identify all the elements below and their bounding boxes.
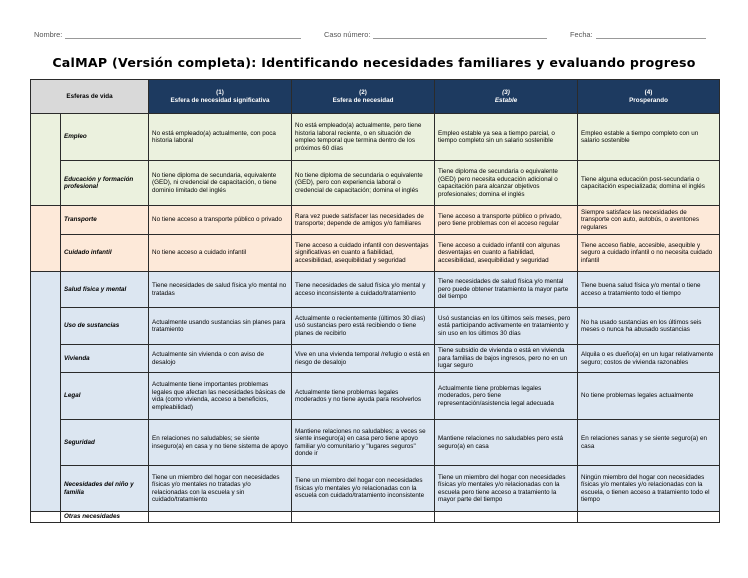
cell-level-3[interactable]: Tiene un miembro del hogar con necesidades físicas y/o mentales y/o relacionadas con la escuela pero tiene acceso a tratamiento la mayor parte del tiempo xyxy=(435,466,578,512)
column-label: Esfera de necesidad xyxy=(332,96,394,104)
table-row xyxy=(31,512,720,523)
cell-level-2[interactable]: Mantiene relaciones no saludables; a veces se siente inseguro(a) en casa pero tiene apoyo familiar y/o comunitario y "lugares seguros" donde ir xyxy=(292,420,435,466)
cell-level-1[interactable]: Actualmente sin vivienda o con aviso de desalojo xyxy=(149,345,292,373)
cell-level-1[interactable]: Tiene un miembro del hogar con necesidades físicas y/o mentales no tratadas y/o relacionadas con la escuela y sin cuidado/tratamiento xyxy=(149,466,292,512)
cell-level-1[interactable]: No tiene diploma de secundaria, equivalente (GED), ni credencial de capacitación, o tiene dominio limitado del inglés xyxy=(149,161,292,206)
nombre-label: Nombre: xyxy=(34,30,63,39)
cell-level-4[interactable]: No tiene problemas legales actualmente xyxy=(578,373,720,420)
cell-level-2[interactable]: Tiene acceso a cuidado infantil con desventajas significativas en cuanto a fiabilidad, accesibilidad, asequibilidad y seguridad xyxy=(292,235,435,272)
fecha-field[interactable] xyxy=(570,30,706,39)
column-header-3 xyxy=(435,80,578,114)
table-row xyxy=(31,235,720,272)
cell-level-1[interactable] xyxy=(149,512,292,523)
column-number: (1) xyxy=(216,89,224,96)
cell-level-2[interactable] xyxy=(292,512,435,523)
table-row xyxy=(31,308,720,345)
domain-label: Necesidades del niño y familia xyxy=(61,466,149,512)
domain-label: Seguridad xyxy=(61,420,149,466)
group-band-support xyxy=(31,206,61,272)
fecha-label: Fecha: xyxy=(570,30,593,39)
column-header-domains: Esferas de vida xyxy=(31,80,149,114)
domain-label: Otras necesidades xyxy=(61,512,149,523)
cell-level-4[interactable]: En relaciones sanas y se siente seguro(a) en casa xyxy=(578,420,720,466)
cell-level-1[interactable]: Actualmente usando sustancias sin planes para tratamiento xyxy=(149,308,292,345)
table-row xyxy=(31,345,720,373)
cell-level-4[interactable]: Siempre satisface las necesidades de transporte con auto, autobús, o aventones regulares xyxy=(578,206,720,235)
column-number: (4) xyxy=(644,89,653,96)
cell-level-2[interactable]: Rara vez puede satisfacer las necesidades de transporte; depende de amigos y/o familiares xyxy=(292,206,435,235)
group-band-economic xyxy=(31,114,61,206)
cell-level-1[interactable]: No tiene acceso a transporte público o privado xyxy=(149,206,292,235)
cell-level-4[interactable]: Ningún miembro del hogar con necesidades físicas y/o mentales y/o relacionadas con la escuela, o tienen acceso a tratamiento todo el tiempo xyxy=(578,466,720,512)
cell-level-1[interactable]: Tiene necesidades de salud física y/o mental no tratadas xyxy=(149,272,292,308)
group-band-wellbeing xyxy=(31,272,61,512)
table-row xyxy=(31,206,720,235)
form-header xyxy=(34,30,714,46)
cell-level-4[interactable]: Alquila o es dueño(a) en un lugar relativamente seguro; costos de vivienda razonables xyxy=(578,345,720,373)
cell-level-3[interactable]: Mantiene relaciones no saludables pero está seguro(a) en casa xyxy=(435,420,578,466)
cell-level-3[interactable]: Tiene subsidio de vivienda o está en vivienda para familias de bajos ingresos, pero no en un lugar seguro xyxy=(435,345,578,373)
caso-line[interactable] xyxy=(373,31,547,39)
cell-level-4[interactable]: Tiene acceso fiable, accesible, asequible y seguro a cuidado infantil o no necesita cuidado infantil xyxy=(578,235,720,272)
table-row xyxy=(31,373,720,420)
table-row xyxy=(31,161,720,206)
cell-level-1[interactable]: En relaciones no saludables; se siente inseguro(a) en casa y no tiene sistema de apoyo xyxy=(149,420,292,466)
domain-label: Transporte xyxy=(61,206,149,235)
cell-level-4[interactable] xyxy=(578,512,720,523)
table-row xyxy=(31,420,720,466)
fecha-line[interactable] xyxy=(596,31,706,39)
table-row xyxy=(31,114,720,161)
cell-level-2[interactable]: Actualmente tiene problemas legales moderados y no tiene ayuda para resolverlos xyxy=(292,373,435,420)
cell-level-4[interactable]: Tiene alguna educación post-secundaria o capacitación especializada; domina el inglés xyxy=(578,161,720,206)
cell-level-1[interactable]: No está empleado(a) actualmente, con poca historia laboral xyxy=(149,114,292,161)
cell-level-4[interactable]: Tiene buena salud física y/o mental o tiene acceso a tratamiento todo el tiempo xyxy=(578,272,720,308)
group-band-other xyxy=(31,512,61,523)
cell-level-2[interactable]: No tiene diploma de secundaria o equivalente (GED), pero con experiencia laboral o credencial de capacitación; domina el inglés xyxy=(292,161,435,206)
cell-level-1[interactable]: No tiene acceso a cuidado infantil xyxy=(149,235,292,272)
cell-level-2[interactable]: Tiene un miembro del hogar con necesidades físicas y/o mentales y/o relacionadas con la escuela con cuidado/tratamiento inconsistente xyxy=(292,466,435,512)
column-label: Prosperando xyxy=(629,96,668,104)
caso-label: Caso número: xyxy=(324,30,371,39)
cell-level-2[interactable]: Tiene necesidades de salud física y/o mental y acceso inconsistente a cuidado/tratamiento xyxy=(292,272,435,308)
domain-label: Legal xyxy=(61,373,149,420)
column-header-4 xyxy=(578,80,720,114)
nombre-field[interactable] xyxy=(34,30,301,39)
domain-label: Cuidado infantil xyxy=(61,235,149,272)
column-label: Estable xyxy=(494,96,518,104)
cell-level-2[interactable]: Actualmente o recientemente (últimos 30 días) usó sustancias pero está recibiendo o tiene planes de recibirlo xyxy=(292,308,435,345)
cell-level-3[interactable]: Tiene diploma de secundaria o equivalente (GED) pero necesita educación adicional o capacitación para alcanzar objetivos profesionales; domina el inglés xyxy=(435,161,578,206)
nombre-line[interactable] xyxy=(65,31,301,39)
cell-level-3[interactable]: Tiene acceso a cuidado infantil con algunas desventajas en cuanto a fiabilidad, accesibilidad, asequibilidad y seguridad xyxy=(435,235,578,272)
cell-level-3[interactable]: Empleo estable ya sea a tiempo parcial, o tiempo completo sin un salario sostenible xyxy=(435,114,578,161)
cell-level-2[interactable]: No está empleado(a) actualmente, pero tiene historia laboral reciente, o en situación de empleo temporal que termina dentro de los próximos 60 días xyxy=(292,114,435,161)
cell-level-4[interactable]: Empleo estable a tiempo completo con un salario sostenible xyxy=(578,114,720,161)
column-label: Esfera de necesidad significativa xyxy=(170,96,270,104)
domain-label: Vivienda xyxy=(61,345,149,373)
cell-level-3[interactable]: Tiene necesidades de salud física y/o mental pero puede obtener tratamiento la mayor parte del tiempo xyxy=(435,272,578,308)
column-header-1 xyxy=(149,80,292,114)
caso-field[interactable] xyxy=(324,30,547,39)
table-row xyxy=(31,272,720,308)
cell-level-3[interactable]: Tiene acceso a transporte público o privado, pero tiene problemas con el acceso regular xyxy=(435,206,578,235)
domain-label: Uso de sustancias xyxy=(61,308,149,345)
cell-level-4[interactable]: No ha usado sustancias en los últimos seis meses o nunca ha abusado sustancias xyxy=(578,308,720,345)
column-number: (3) xyxy=(502,89,510,96)
calmap-table xyxy=(30,79,720,523)
domain-label: Educación y formación profesional xyxy=(61,161,149,206)
domain-label: Empleo xyxy=(61,114,149,161)
column-number: (2) xyxy=(359,89,367,96)
cell-level-2[interactable]: Vive en una vivienda temporal /refugio o está en riesgo de desalojo xyxy=(292,345,435,373)
table-row xyxy=(31,466,720,512)
column-header-2 xyxy=(292,80,435,114)
cell-level-3[interactable]: Usó sustancias en los últimos seis meses, pero está participando activamente en tratamiento y sin uso en los últimos 30 días xyxy=(435,308,578,345)
cell-level-1[interactable]: Actualmente tiene importantes problemas legales que afectan las necesidades básicas de vida (como vivienda, acceso a beneficios, empleabilidad) xyxy=(149,373,292,420)
cell-level-3[interactable]: Actualmente tiene problemas legales moderados, pero tiene representación/asistencia legal adecuada xyxy=(435,373,578,420)
page-title: CalMAP (Versión completa): Identificando necesidades familiares y evaluando progreso xyxy=(52,55,696,70)
domain-label: Salud física y mental xyxy=(61,272,149,308)
cell-level-3[interactable] xyxy=(435,512,578,523)
